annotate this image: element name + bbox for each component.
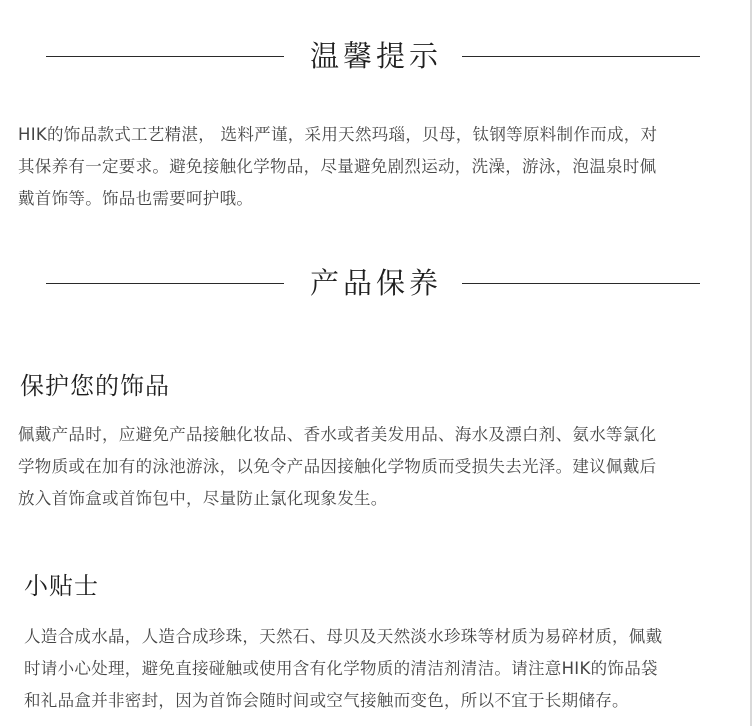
notice-line: 戴首饰等。饰品也需要呵护哦。 [18,189,254,208]
header-divider-left [46,283,284,284]
header-divider-right [462,56,700,57]
care-title: 产品保养 [309,266,442,300]
tips-line: 人造合成水晶，人造合成珍珠，天然石、母贝及天然淡水珍珠等材质为易碎材质，佩戴 [24,627,663,646]
notice-line: 其保养有一定要求。避免接触化学物品，尽量避免剧烈运动，洗澡，游泳，泡温泉时佩 [18,157,657,176]
notice-title: 温馨提示 [309,39,442,73]
tips-line: 和礼品盒并非密封，因为首饰会随时间或空气接触而变色，所以不宜于长期储存。 [24,691,629,710]
notice-line: HIK的饰品款式工艺精湛， 选料严谨，采用天然玛瑙，贝母，钛钢等原料制作而成，对 [18,125,658,144]
header-divider-right [462,283,700,284]
protect-paragraph [18,419,656,515]
tips-paragraph [24,621,662,717]
notice-paragraph [18,119,657,215]
protect-line: 佩戴产品时，应避免产品接触化妆品、香水或者美发用品、海水及漂白剂、氨水等氯化 [18,425,657,444]
tips-heading: 小贴士 [24,572,99,600]
header-divider-left [46,56,284,57]
protect-heading: 保护您的饰品 [20,372,170,400]
care-section-header [0,263,752,303]
notice-section-header [0,36,752,76]
protect-line: 放入首饰盒或首饰包中，尽量防止氯化现象发生。 [18,489,388,508]
protect-line: 学物质或在加有的泳池游泳，以免令产品因接触化学物质而受损失去光泽。建议佩戴后 [18,457,657,476]
tips-line: 时请小心处理，避免直接碰触或使用含有化学物质的清洁剂清洁。请注意HIK的饰品袋 [24,659,658,678]
